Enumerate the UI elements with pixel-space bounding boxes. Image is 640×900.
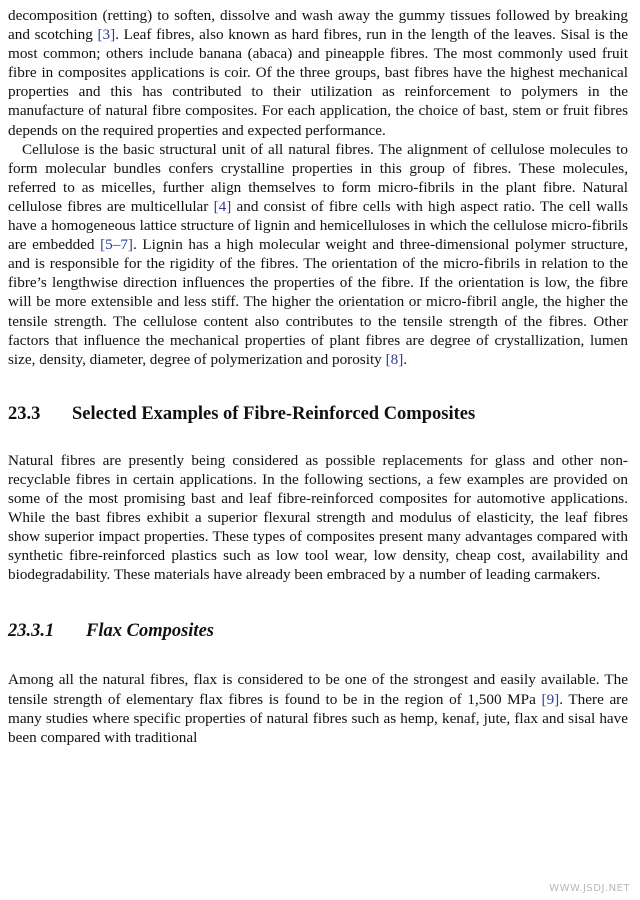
text-run: Cellulose is the basic structural unit of all natural fibres. The alignment of cellulose molecules to form molecular bundles confers crystalline properties in this group of fibres. These molecules, referred to as micelles, further align themselves to form micro-fibrils in the plant fibre. Natural cellulose fibres are multicellular: [8, 140, 628, 215]
text-run: . There are many studies where specific properties of natural fibres such as hemp, kenaf, jute, flax and sisal have been compared with traditional: [8, 690, 628, 746]
citation-link[interactable]: [9]: [541, 690, 560, 708]
paragraph-cellulose: [8, 140, 628, 369]
paragraph-natural-fibres: [8, 451, 628, 585]
citation-link[interactable]: [5–7]: [100, 236, 133, 254]
subsection-heading: [8, 620, 628, 642]
citation-link[interactable]: [8]: [385, 350, 404, 368]
text-run: decomposition (retting) to soften, dissolve and wash away the gummy tissues followed by breaking and scotching: [8, 7, 628, 44]
text-run: Among all the natural fibres, flax is considered to be one of the strongest and easily available. The tensile strength of elementary flax fibres is found to be in the region of 1,500 MPa: [8, 671, 628, 708]
text-run: Natural fibres are presently being considered as possible replacements for glass and other non-recyclable fibres in certain applications. In the following sections, a few examples are provided on some of the most promising bast and leaf fibre-reinforced composites for automotive applications. While the bast fibres exhibit a superior flexural strength and modulus of elasticity, the leaf fibres show superior impact properties. These types of composites present many advantages compared with synthetic fibre-reinforced plastics such as low tool wear, low density, cheap cost, availability and biodegradability. These materials have already been embraced by a number of leading carmakers.: [8, 451, 628, 584]
citation-link[interactable]: [3]: [97, 26, 116, 44]
document-page: [8, 6, 628, 747]
text-run: . Lignin has a high molecular weight and three-dimensional polymer structure, and is responsible for the rigidity of the fibres. The orientation of the micro-fibrils in relation to the fibre’s lengthwise direction influences the properties of the fibre. If the orientation is low, the fibre will be more extensible and less stiff. The higher the orientation or micro-fibril angle, the higher the tensile strength. The cellulose content also contributes to the tensile strength of the fibres. Other factors that influence the mechanical properties of plant fibres are degree of crystallization, lumen size, density, diameter, degree of polymerization and porosity: [8, 236, 629, 368]
paragraph-flax: [8, 670, 628, 746]
citation-link[interactable]: [4]: [213, 197, 232, 215]
text-run: . Leaf fibres, also known as hard fibres, run in the length of the leaves. Sisal is the most common; others include banana (abaca) and pineapple fibres. The most commonly used fruit fibre in composites applications is coir. Of the three groups, bast fibres have the highest mechanical properties and this has contributed to their utilization as reinforcement to polymers in the manufacture of natural fibre composites. For each application, the choice of bast, stem or fruit fibres depends on the required properties and expected performance.: [8, 26, 628, 139]
text-run: and consist of fibre cells with high aspect ratio. The cell walls have a homogeneous lattice structure of lignin and hemicelluloses in which the cellulose micro-fibrils are embedded: [8, 197, 628, 254]
subsection-title: Flax Composites: [86, 621, 214, 642]
section-heading: [8, 403, 628, 425]
subsection-number: 23.3.1: [8, 621, 55, 642]
text-run: .: [403, 350, 408, 368]
section-title: Selected Examples of Fibre-Reinforced Composites: [72, 403, 476, 424]
paragraph-fibre-types: [8, 6, 628, 140]
watermark: WWW.JSDJ.NET: [549, 883, 630, 894]
section-number: 23.3: [8, 403, 41, 424]
